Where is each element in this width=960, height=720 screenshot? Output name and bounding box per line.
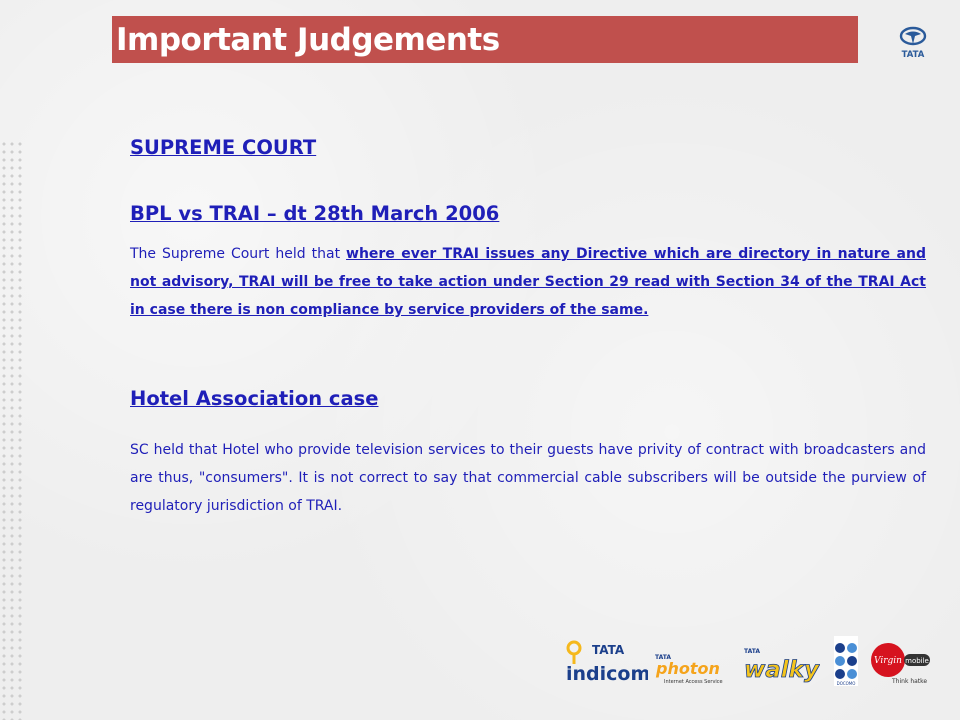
- walky-text: walky: [744, 657, 819, 683]
- indicom-text: indicom: [566, 663, 648, 685]
- virgin-text: Virgin: [874, 656, 902, 666]
- virgin-mobile-text: mobile: [905, 657, 929, 665]
- case2-heading[interactable]: Hotel Association case: [130, 387, 379, 410]
- virgin-mobile-logo: [868, 640, 932, 686]
- walky-tata-text: TATA: [744, 648, 761, 655]
- court-heading: SUPREME COURT: [130, 136, 317, 159]
- brand-logos: [562, 630, 932, 690]
- docomo-text: DOCOMO: [836, 681, 856, 686]
- case1-heading[interactable]: BPL vs TRAI – dt 28th March 2006: [130, 202, 500, 225]
- walky-logo: [742, 644, 820, 686]
- tata-logo-text: TATA: [901, 50, 925, 60]
- photon-tata-text: TATA: [655, 654, 672, 661]
- case1-paragraph: [130, 240, 926, 324]
- tata-logo-icon: [898, 26, 928, 60]
- virgin-tagline: Think hatke: [892, 678, 928, 685]
- photon-text: photon: [656, 659, 720, 678]
- case1-intro: The Supreme Court held that: [130, 246, 347, 262]
- title-bar: [112, 16, 858, 63]
- case1-link[interactable]: where ever TRAI issues any Directive which are directory in nature and not advisory, TRAI will be free to take action under Section 29 read with Section 34 of the TRAI Act in case there is non compliance by service providers of the same.: [130, 246, 926, 318]
- case2-paragraph: SC held that Hotel who provide television services to their guests have privity of contract with broadcasters and are thus, "consumers". It is not correct to say that commercial cable subscribers will be outside the purview of regulatory jurisdiction of TRAI.: [130, 442, 926, 514]
- slide-title: Important Judgements: [116, 22, 500, 58]
- docomo-logo: [832, 634, 860, 688]
- photon-tagline: Internet Access Service: [664, 679, 723, 685]
- indicom-bulb-icon: [562, 634, 648, 688]
- indicom-tata-text: TATA: [592, 643, 625, 657]
- indicom-logo: [562, 634, 648, 688]
- photon-logo: [654, 650, 734, 686]
- decorative-dot-strip: [0, 140, 24, 720]
